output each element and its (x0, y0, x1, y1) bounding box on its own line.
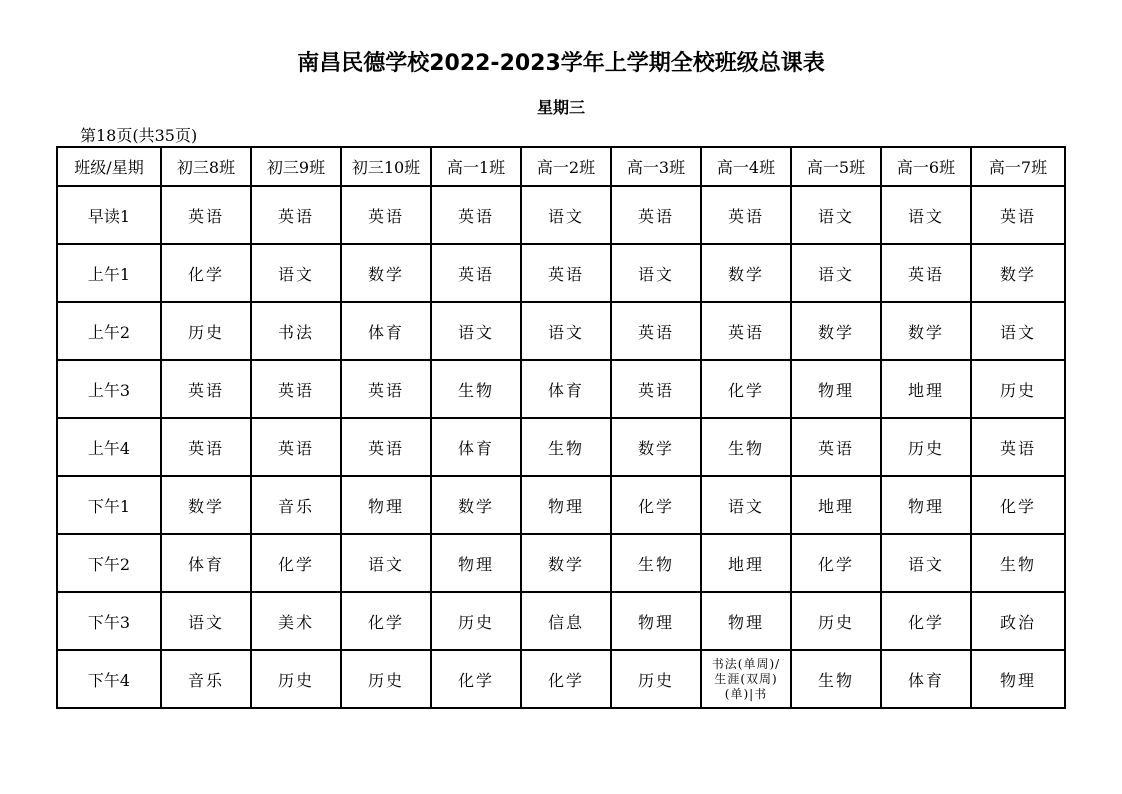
subject-cell: 物理 (521, 476, 611, 534)
subject-cell: 语文 (971, 302, 1065, 360)
subject-cell: 语文 (611, 244, 701, 302)
subject-cell: 英语 (431, 244, 521, 302)
header-class-weekday: 班级/星期 (57, 147, 161, 186)
subject-cell: 英语 (161, 360, 251, 418)
period-label: 上午2 (57, 302, 161, 360)
subject-cell: 物理 (701, 592, 791, 650)
subject-cell: 英语 (701, 186, 791, 244)
subject-cell: 美术 (251, 592, 341, 650)
header-class: 高一1班 (431, 147, 521, 186)
header-class: 初三8班 (161, 147, 251, 186)
subject-cell: 数学 (701, 244, 791, 302)
subject-cell: 英语 (611, 360, 701, 418)
subject-cell: 生物 (611, 534, 701, 592)
subject-cell: 历史 (611, 650, 701, 708)
table-row (57, 418, 1065, 476)
period-label: 上午1 (57, 244, 161, 302)
subject-cell: 英语 (341, 418, 431, 476)
table-row (57, 534, 1065, 592)
header-class: 高一5班 (791, 147, 881, 186)
period-label: 下午4 (57, 650, 161, 708)
subject-cell: 体育 (881, 650, 971, 708)
subject-cell: 化学 (701, 360, 791, 418)
subject-cell: 生物 (701, 418, 791, 476)
subject-cell: 地理 (791, 476, 881, 534)
subject-cell: 数学 (521, 534, 611, 592)
subject-cell: 物理 (881, 476, 971, 534)
header-class: 高一7班 (971, 147, 1065, 186)
subject-cell: 语文 (251, 244, 341, 302)
table-row (57, 186, 1065, 244)
subject-cell: 历史 (791, 592, 881, 650)
day-subtitle: 星期三 (536, 98, 585, 117)
subject-cell: 英语 (251, 186, 341, 244)
subject-cell: 生物 (431, 360, 521, 418)
subject-cell: 历史 (881, 418, 971, 476)
subject-cell: 语文 (431, 302, 521, 360)
table-row (57, 592, 1065, 650)
period-label: 下午2 (57, 534, 161, 592)
subject-cell: 书法 (251, 302, 341, 360)
table-row (57, 244, 1065, 302)
subject-cell: 物理 (791, 360, 881, 418)
header-class: 高一4班 (701, 147, 791, 186)
subject-cell: 英语 (701, 302, 791, 360)
subject-cell: 化学 (971, 476, 1065, 534)
table-row (57, 302, 1065, 360)
subject-cell: 英语 (611, 186, 701, 244)
header-class: 初三9班 (251, 147, 341, 186)
subject-cell: 化学 (251, 534, 341, 592)
subject-cell: 语文 (881, 534, 971, 592)
subject-cell: 数学 (971, 244, 1065, 302)
subject-cell: 生物 (791, 650, 881, 708)
subject-cell: 英语 (971, 418, 1065, 476)
subject-cell: 化学 (611, 476, 701, 534)
subject-cell: 语文 (701, 476, 791, 534)
subject-cell: 数学 (791, 302, 881, 360)
subject-cell: 英语 (791, 418, 881, 476)
subject-cell: 英语 (341, 186, 431, 244)
subject-cell: 语文 (791, 186, 881, 244)
subject-cell: 语文 (791, 244, 881, 302)
subject-cell: 语文 (341, 534, 431, 592)
subject-cell: 体育 (341, 302, 431, 360)
subject-cell: 物理 (341, 476, 431, 534)
subject-cell: 英语 (341, 360, 431, 418)
period-label: 早读1 (57, 186, 161, 244)
header-class: 高一2班 (521, 147, 611, 186)
subject-cell: 地理 (701, 534, 791, 592)
subject-cell: 地理 (881, 360, 971, 418)
subject-cell: 英语 (161, 418, 251, 476)
subject-cell: 体育 (521, 360, 611, 418)
subject-cell: 历史 (161, 302, 251, 360)
subject-cell: 政治 (971, 592, 1065, 650)
header-row (57, 147, 1065, 186)
subject-cell: 生物 (971, 534, 1065, 592)
subject-cell: 历史 (971, 360, 1065, 418)
subject-cell: 历史 (251, 650, 341, 708)
subject-cell: 英语 (521, 244, 611, 302)
subject-cell: 语文 (161, 592, 251, 650)
period-label: 下午1 (57, 476, 161, 534)
subject-cell: 化学 (881, 592, 971, 650)
subject-cell: 语文 (881, 186, 971, 244)
subject-cell: 数学 (881, 302, 971, 360)
subject-cell: 体育 (161, 534, 251, 592)
subject-cell: 英语 (161, 186, 251, 244)
header-class: 初三10班 (341, 147, 431, 186)
subject-cell: 英语 (251, 360, 341, 418)
subject-cell: 数学 (341, 244, 431, 302)
subject-cell: 书法(单周)/生涯(双周)(单)|书 (701, 650, 791, 708)
subject-cell: 音乐 (251, 476, 341, 534)
subject-cell: 化学 (161, 244, 251, 302)
subject-cell: 英语 (251, 418, 341, 476)
subject-cell: 英语 (971, 186, 1065, 244)
subject-cell: 历史 (341, 650, 431, 708)
subject-cell: 物理 (971, 650, 1065, 708)
subject-cell: 化学 (341, 592, 431, 650)
subject-cell: 英语 (431, 186, 521, 244)
subject-cell: 生物 (521, 418, 611, 476)
subject-cell: 化学 (521, 650, 611, 708)
subject-cell: 音乐 (161, 650, 251, 708)
subject-cell: 物理 (431, 534, 521, 592)
header-class: 高一3班 (611, 147, 701, 186)
page-title: 南昌民德学校2022-2023学年上学期全校班级总课表 (297, 51, 825, 76)
period-label: 上午3 (57, 360, 161, 418)
subject-cell: 语文 (521, 302, 611, 360)
subject-cell: 英语 (611, 302, 701, 360)
table-row (57, 650, 1065, 708)
subject-cell: 数学 (431, 476, 521, 534)
subject-cell: 数学 (611, 418, 701, 476)
subject-cell: 英语 (881, 244, 971, 302)
subject-cell: 数学 (161, 476, 251, 534)
subject-cell: 信息 (521, 592, 611, 650)
subject-cell: 历史 (431, 592, 521, 650)
subject-cell: 体育 (431, 418, 521, 476)
subject-cell: 化学 (431, 650, 521, 708)
page-number-info: 第18页(共35页) (80, 126, 198, 145)
subject-cell: 语文 (521, 186, 611, 244)
schedule-table (56, 146, 1066, 709)
table-row (57, 360, 1065, 418)
table-row (57, 476, 1065, 534)
subject-cell: 物理 (611, 592, 701, 650)
period-label: 上午4 (57, 418, 161, 476)
header-class: 高一6班 (881, 147, 971, 186)
subject-cell: 化学 (791, 534, 881, 592)
period-label: 下午3 (57, 592, 161, 650)
